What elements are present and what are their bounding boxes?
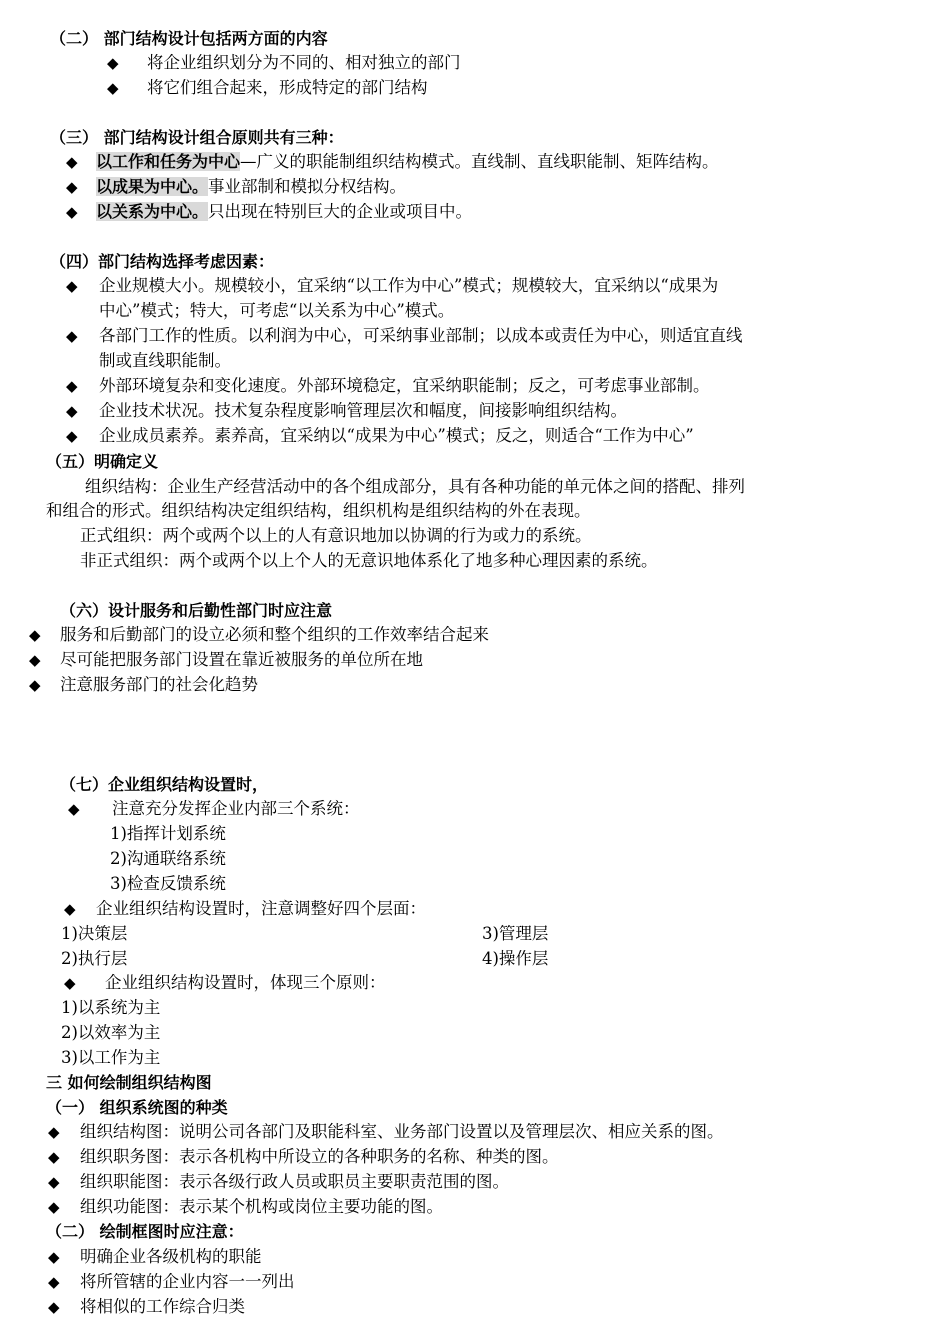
list-item-cont: 制或直线职能制。 <box>99 351 231 370</box>
bullet-icon: ◆ <box>64 974 76 992</box>
list-item: 企业组织结构设置时，注意调整好四个层面： <box>96 899 426 918</box>
bullet-icon: ◆ <box>29 626 41 644</box>
list-item: 企业规模大小。规模较小，宜采纳“以工作为中心”模式；规模较大，宜采纳以“成果为 <box>99 276 719 295</box>
list-item: 将它们组合起来，形成特定的部门结构 <box>147 78 428 97</box>
system-item: 1)指挥计划系统 <box>110 824 226 843</box>
bullet-icon: ◆ <box>48 1198 60 1216</box>
list-item: 服务和后勤部门的设立必须和整个组织的工作效率结合起来 <box>60 625 489 644</box>
bullet-icon: ◆ <box>68 800 80 818</box>
section-4-heading: （四）部门结构选择考虑因素： <box>50 252 275 271</box>
bullet-icon: ◆ <box>48 1298 60 1316</box>
list-item: 注意服务部门的社会化趋势 <box>60 675 258 694</box>
section-5-heading: （五）明确定义 <box>46 452 159 471</box>
bullet-icon: ◆ <box>66 277 78 295</box>
bullet-icon: ◆ <box>66 427 78 445</box>
list-item: 各部门工作的性质。以利润为中心，可采纳事业部制；以成本或责任为中心，则适宜直线 <box>99 326 743 345</box>
part-3-heading: 三 如何绘制组织结构图 <box>46 1073 212 1092</box>
bullet-icon: ◆ <box>29 651 41 669</box>
bullet-icon: ◆ <box>48 1173 60 1191</box>
section-7-heading: （七）企业组织结构设置时， <box>60 775 269 794</box>
subsection-1-heading: （一） 组织系统图的种类 <box>46 1098 228 1117</box>
list-item: 外部环境复杂和变化速度。外部环境稳定，宜采纳职能制；反之，可考虑事业部制。 <box>99 376 710 395</box>
list-item <box>96 200 472 224</box>
layer-item: 1)决策层 <box>61 924 128 943</box>
list-item: 企业组织结构设置时，体现三个原则： <box>105 973 386 992</box>
list-item: 组织职能图：表示各级行政人员或职员主要职责范围的图。 <box>80 1172 509 1191</box>
list-item: 明确企业各级机构的职能 <box>80 1247 262 1266</box>
principle-item: 2)以效率为主 <box>61 1023 161 1042</box>
list-item: 将所管辖的企业内容一一列出 <box>80 1272 295 1291</box>
bullet-icon: ◆ <box>107 79 119 97</box>
highlight-term: 以工作和任务为中心 <box>96 152 241 171</box>
section-3-heading: （三） 部门结构设计组合原则共有三种： <box>50 128 344 147</box>
item-text: 事业部制和模拟分权结构。 <box>208 177 407 196</box>
section-2-heading: （二） 部门结构设计包括两方面的内容 <box>50 29 328 48</box>
list-item: 组织结构图：说明公司各部门及职能科室、业务部门设置以及管理层次、相应关系的图。 <box>80 1122 724 1141</box>
bullet-icon: ◆ <box>66 153 78 171</box>
section-6-heading: （六）设计服务和后勤性部门时应注意 <box>60 601 333 620</box>
highlight-term: 以成果为中心。 <box>96 177 209 196</box>
paragraph-line: 非正式组织：两个或两个以上个人的无意识地体系化了地多种心理因素的系统。 <box>80 551 658 570</box>
bullet-icon: ◆ <box>48 1148 60 1166</box>
bullet-icon: ◆ <box>29 676 41 694</box>
list-item: 将企业组织划分为不同的、相对独立的部门 <box>147 53 461 72</box>
layer-item: 2)执行层 <box>61 949 128 968</box>
list-item: 组织职务图：表示各机构中所设立的各种职务的名称、种类的图。 <box>80 1147 559 1166</box>
bullet-icon: ◆ <box>66 178 78 196</box>
bullet-icon: ◆ <box>64 900 76 918</box>
list-item: 组织功能图：表示某个机构或岗位主要功能的图。 <box>80 1197 443 1216</box>
bullet-icon: ◆ <box>107 54 119 72</box>
bullet-icon: ◆ <box>66 377 78 395</box>
layer-item: 4)操作层 <box>482 949 549 968</box>
list-item: 注意充分发挥企业内部三个系统： <box>112 799 360 818</box>
principle-item: 3)以工作为主 <box>61 1048 161 1067</box>
list-item: 尽可能把服务部门设置在靠近被服务的单位所在地 <box>60 650 423 669</box>
list-item <box>96 150 719 174</box>
subsection-2-heading: （二） 绘制框图时应注意： <box>46 1222 244 1241</box>
bullet-icon: ◆ <box>66 203 78 221</box>
bullet-icon: ◆ <box>48 1123 60 1141</box>
item-text: —广义的职能制组织结构模式。直线制、直线职能制、矩阵结构。 <box>240 152 719 171</box>
item-text: 只出现在特别巨大的企业或项目中。 <box>208 202 473 221</box>
system-item: 3)检查反馈系统 <box>110 874 226 893</box>
paragraph-line: 和组合的形式。组织结构决定组织结构，组织机构是组织结构的外在表现。 <box>46 501 591 520</box>
list-item: 企业技术状况。技术复杂程度影响管理层次和幅度，间接影响组织结构。 <box>99 401 627 420</box>
list-item <box>96 175 406 199</box>
principle-item: 1)以系统为主 <box>61 998 161 1017</box>
list-item: 企业成员素养。素养高，宜采纳以“成果为中心”模式；反之，则适合“工作为中心” <box>99 426 694 445</box>
list-item: 将相似的工作综合归类 <box>80 1297 245 1316</box>
layer-item: 3)管理层 <box>482 924 549 943</box>
bullet-icon: ◆ <box>66 327 78 345</box>
list-item-cont: 中心”模式；特大，可考虑“以关系为中心”模式。 <box>99 301 455 320</box>
paragraph-line: 组织结构：企业生产经营活动中的各个组成部分，具有各种功能的单元体之间的搭配、排列 <box>85 477 745 496</box>
highlight-term: 以关系为中心。 <box>96 202 209 221</box>
bullet-icon: ◆ <box>66 402 78 420</box>
paragraph-line: 正式组织：两个或两个以上的人有意识地加以协调的行为或力的系统。 <box>80 526 592 545</box>
bullet-icon: ◆ <box>48 1273 60 1291</box>
system-item: 2)沟通联络系统 <box>110 849 226 868</box>
bullet-icon: ◆ <box>48 1248 60 1266</box>
